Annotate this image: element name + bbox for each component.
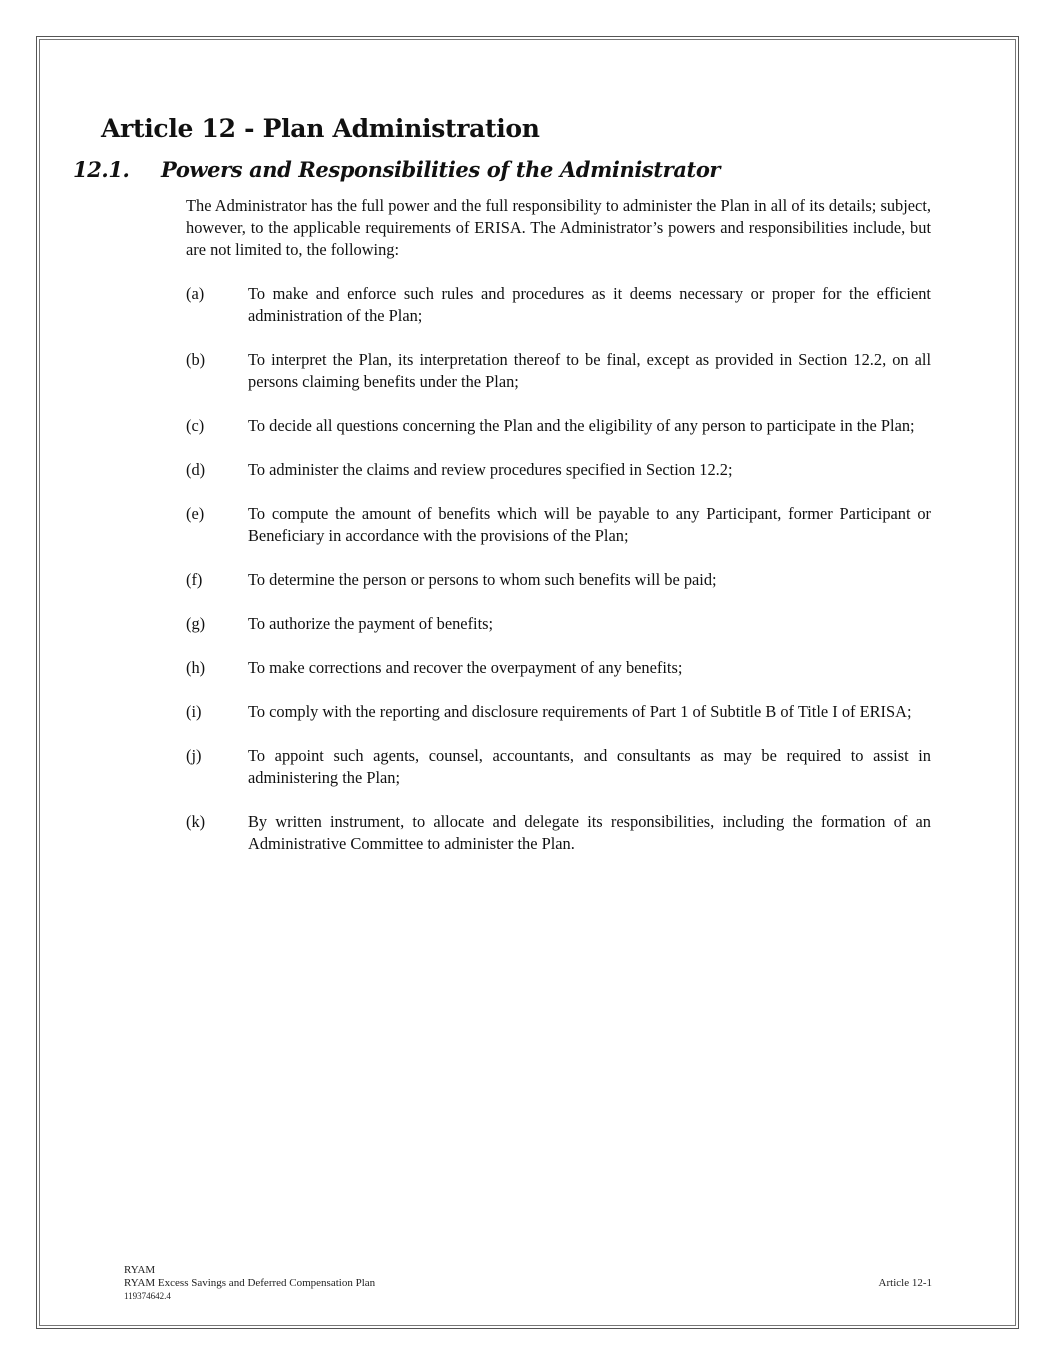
list-item-text: To interpret the Plan, its interpretation thereof to be final, except as provided in Section 12.2, on all persons claiming benefits under the Plan;	[248, 350, 931, 391]
list-item-text: To appoint such agents, counsel, accountants, and consultants as may be required to assist in administering the Plan;	[248, 746, 931, 787]
footer-plan-row	[124, 1277, 932, 1290]
list-item	[186, 657, 931, 679]
list-item	[186, 569, 931, 591]
list-item-text: To decide all questions concerning the Plan and the eligibility of any person to participate in the Plan;	[248, 416, 915, 435]
list-item-letter: (e)	[186, 504, 205, 523]
list-item-letter: (f)	[186, 570, 203, 589]
list-item-letter: (i)	[186, 702, 202, 721]
section-heading	[73, 155, 933, 185]
footer-company: RYAM	[124, 1264, 156, 1276]
footer-doc-id: 119374642.4	[124, 1291, 171, 1301]
section-number: 12.1.	[73, 157, 130, 182]
list-item	[186, 613, 931, 635]
list-item-letter: (g)	[186, 614, 206, 633]
list-item	[186, 503, 931, 547]
article-title: Article 12 - Plan Administration	[101, 114, 540, 143]
list-item-letter: (k)	[186, 812, 206, 831]
section-intro-paragraph: The Administrator has the full power and the full responsibility to administer the Plan in all of its details; subject, however, to the applicable requirements of ERISA. The Administrator’s powers and responsibilities include, but are not limited to, the following:	[186, 196, 931, 259]
list-item-text: To administer the claims and review procedures specified in Section 12.2;	[248, 460, 733, 479]
list-item-letter: (j)	[186, 746, 202, 765]
list-item	[186, 459, 931, 481]
section-title: Powers and Responsibilities of the Administrator	[161, 157, 721, 182]
powers-list	[186, 283, 931, 877]
list-item-text: To comply with the reporting and disclosure requirements of Part 1 of Subtitle B of Title I of ERISA;	[248, 702, 912, 721]
list-item-text: To compute the amount of benefits which will be payable to any Participant, former Participant or Beneficiary in accordance with the provisions of the Plan;	[248, 504, 931, 545]
list-item-text: To authorize the payment of benefits;	[248, 614, 494, 633]
list-item	[186, 811, 931, 855]
list-item-text: To determine the person or persons to whom such benefits will be paid;	[248, 570, 717, 589]
footer-page-label: Article 12-1	[878, 1277, 932, 1289]
list-item-letter: (d)	[186, 460, 206, 479]
list-item-text: To make and enforce such rules and procedures as it deems necessary or proper for the efficient administration of the Plan;	[248, 284, 931, 325]
list-item-text: To make corrections and recover the overpayment of any benefits;	[248, 658, 683, 677]
list-item-letter: (a)	[186, 284, 205, 303]
footer-plan-name: RYAM Excess Savings and Deferred Compensation Plan	[124, 1277, 376, 1289]
list-item-letter: (h)	[186, 658, 206, 677]
page-footer	[124, 1264, 932, 1302]
list-item	[186, 283, 931, 327]
list-item-letter: (b)	[186, 350, 206, 369]
list-item-letter: (c)	[186, 416, 205, 435]
list-item	[186, 701, 931, 723]
list-item	[186, 415, 931, 437]
list-item-text: By written instrument, to allocate and delegate its responsibilities, including the formation of an Administrative Committee to administer the Plan.	[248, 812, 931, 853]
list-item	[186, 745, 931, 789]
list-item	[186, 349, 931, 393]
